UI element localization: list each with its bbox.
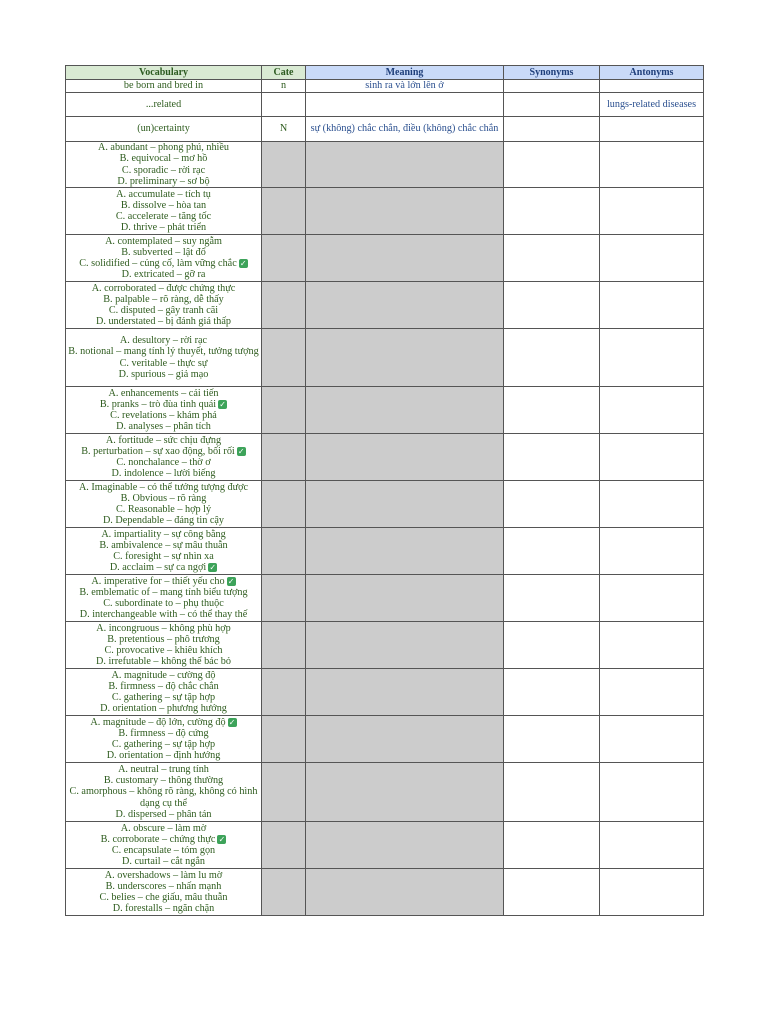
option-line bbox=[67, 247, 260, 258]
meaning-cell bbox=[306, 528, 504, 575]
antonyms-cell bbox=[600, 117, 704, 142]
question-row bbox=[66, 716, 704, 763]
cate-cell bbox=[262, 716, 306, 763]
cate-cell bbox=[262, 93, 306, 117]
option-text: D. curtail – cắt ngắn bbox=[122, 856, 205, 868]
option-line bbox=[67, 598, 260, 609]
option-text: D. analyses – phân tích bbox=[116, 421, 211, 433]
question-row bbox=[66, 481, 704, 528]
question-row bbox=[66, 188, 704, 235]
option-line bbox=[67, 346, 260, 357]
cate-cell bbox=[262, 282, 306, 329]
synonyms-cell bbox=[504, 763, 600, 822]
cate-cell bbox=[262, 434, 306, 481]
option-line bbox=[67, 809, 260, 820]
option-line bbox=[67, 446, 260, 457]
options-cell bbox=[66, 142, 262, 188]
cate-cell bbox=[262, 142, 306, 188]
option-text: A. desultory – rời rạc bbox=[119, 335, 208, 347]
antonyms-cell bbox=[600, 80, 704, 93]
synonyms-cell bbox=[504, 93, 600, 117]
option-line bbox=[67, 236, 260, 247]
synonyms-cell bbox=[504, 622, 600, 669]
option-line bbox=[67, 258, 260, 269]
options-cell bbox=[66, 622, 262, 669]
antonyms-cell: lungs-related diseases bbox=[600, 93, 704, 117]
antonyms-cell bbox=[600, 387, 704, 434]
options-cell bbox=[66, 235, 262, 282]
option-line bbox=[67, 540, 260, 551]
option-text: C. subordinate to – phụ thuộc bbox=[103, 598, 224, 609]
option-text: A. accumulate – tích tụ bbox=[116, 188, 211, 200]
option-line bbox=[67, 834, 260, 845]
option-text: A. overshadows – làm lu mờ bbox=[104, 869, 223, 881]
option-text: B. perturbation – sự xao động, bối rối bbox=[81, 445, 235, 457]
question-row bbox=[66, 763, 704, 822]
synonyms-cell bbox=[504, 822, 600, 869]
option-line bbox=[67, 892, 260, 903]
options-cell bbox=[66, 716, 262, 763]
meaning-cell: sự (không) chắc chắn, điều (không) chắc chắn bbox=[306, 117, 504, 142]
cate-cell bbox=[262, 481, 306, 528]
option-text: C. amorphous – không rõ ràng, không có hình dạng cụ thể bbox=[69, 786, 258, 809]
vocab-cell: (un)certainty bbox=[66, 117, 262, 142]
option-text: A. corroborated – được chứng thực bbox=[91, 282, 236, 294]
option-text: C. accelerate – tăng tốc bbox=[115, 211, 212, 222]
antonyms-cell bbox=[600, 669, 704, 716]
check-mark-icon: ✓ bbox=[227, 576, 235, 586]
option-text: C. gathering – sự tập hợp bbox=[111, 739, 216, 750]
meaning-cell bbox=[306, 481, 504, 528]
meaning-cell bbox=[306, 142, 504, 188]
meaning-cell bbox=[306, 869, 504, 916]
option-line bbox=[67, 358, 260, 369]
meaning-cell bbox=[306, 282, 504, 329]
synonyms-cell bbox=[504, 282, 600, 329]
synonyms-cell bbox=[504, 716, 600, 763]
cate-cell bbox=[262, 622, 306, 669]
option-line bbox=[67, 728, 260, 739]
option-line bbox=[67, 903, 260, 914]
check-mark-icon: ✓ bbox=[218, 835, 226, 845]
option-text: B. emblematic of – mang tính biểu tượng bbox=[79, 586, 248, 598]
option-line bbox=[67, 717, 260, 728]
options-cell bbox=[66, 188, 262, 235]
option-line bbox=[67, 750, 260, 761]
options-cell bbox=[66, 822, 262, 869]
option-line bbox=[67, 200, 260, 211]
option-text: A. enhancements – cải tiến bbox=[108, 387, 219, 399]
synonyms-cell bbox=[504, 575, 600, 622]
option-line bbox=[67, 786, 260, 808]
check-mark-icon: ✓ bbox=[209, 563, 217, 573]
option-text: B. dissolve – hòa tan bbox=[120, 199, 207, 211]
option-line bbox=[67, 870, 260, 881]
meaning-cell bbox=[306, 716, 504, 763]
option-text: C. belies – che giấu, mâu thuẫn bbox=[99, 892, 228, 903]
meaning-cell bbox=[306, 434, 504, 481]
options-cell bbox=[66, 387, 262, 434]
option-line bbox=[67, 823, 260, 834]
meaning-cell bbox=[306, 763, 504, 822]
option-text: A. impartiality – sự công bằng bbox=[101, 528, 226, 540]
antonyms-cell bbox=[600, 434, 704, 481]
option-line bbox=[67, 165, 260, 176]
option-line bbox=[67, 468, 260, 479]
antonyms-cell bbox=[600, 575, 704, 622]
cate-cell: N bbox=[262, 117, 306, 142]
cate-cell bbox=[262, 669, 306, 716]
option-line bbox=[67, 410, 260, 421]
option-text: C. Reasonable – hợp lý bbox=[115, 504, 212, 515]
antonyms-cell bbox=[600, 142, 704, 188]
options-cell bbox=[66, 575, 262, 622]
meaning-cell bbox=[306, 822, 504, 869]
option-text: C. solidified – củng cố, làm vững chắc bbox=[79, 258, 237, 269]
cate-cell: n bbox=[262, 80, 306, 93]
question-row bbox=[66, 387, 704, 434]
meaning-cell bbox=[306, 188, 504, 235]
synonyms-cell bbox=[504, 434, 600, 481]
synonyms-cell bbox=[504, 387, 600, 434]
synonyms-cell bbox=[504, 669, 600, 716]
option-text: A. incongruous – không phù hợp bbox=[96, 622, 231, 634]
synonyms-cell bbox=[504, 329, 600, 387]
option-line bbox=[67, 283, 260, 294]
meaning-cell bbox=[306, 235, 504, 282]
option-text: D. understated – bị đánh giá thấp bbox=[96, 316, 231, 328]
option-text: C. veritable – thực sự bbox=[119, 357, 208, 369]
option-line bbox=[67, 881, 260, 892]
synonyms-cell bbox=[504, 142, 600, 188]
option-text: D. irrefutable – không thể bác bỏ bbox=[96, 656, 231, 668]
option-line bbox=[67, 294, 260, 305]
question-row bbox=[66, 669, 704, 716]
header-synonyms: Synonyms bbox=[504, 66, 600, 80]
meaning-cell bbox=[306, 93, 504, 117]
question-row bbox=[66, 235, 704, 282]
option-line bbox=[67, 845, 260, 856]
option-text: C. sporadic – rời rạc bbox=[121, 164, 206, 176]
meaning-cell bbox=[306, 575, 504, 622]
option-line bbox=[67, 435, 260, 446]
option-line bbox=[67, 222, 260, 233]
option-text: B. firmness – độ chắc chắn bbox=[108, 680, 219, 692]
option-text: C. revelations – khám phá bbox=[110, 410, 217, 421]
option-text: B. ambivalence – sự mâu thuẫn bbox=[99, 539, 228, 551]
option-line bbox=[67, 623, 260, 634]
header-antonyms: Antonyms bbox=[600, 66, 704, 80]
antonyms-cell bbox=[600, 329, 704, 387]
cate-cell bbox=[262, 575, 306, 622]
option-text: D. extricated – gỡ ra bbox=[121, 269, 206, 281]
synonyms-cell bbox=[504, 481, 600, 528]
option-line bbox=[67, 670, 260, 681]
meaning-cell bbox=[306, 669, 504, 716]
option-line bbox=[67, 142, 260, 153]
option-text: C. disputed – gây tranh cãi bbox=[108, 305, 219, 316]
options-cell bbox=[66, 528, 262, 575]
option-text: D. forestalls – ngăn chặn bbox=[112, 903, 215, 915]
option-text: B. firmness – độ cứng bbox=[118, 727, 209, 739]
option-text: B. Obvious – rõ ràng bbox=[120, 492, 207, 504]
meaning-cell: sinh ra và lớn lên ở bbox=[306, 80, 504, 93]
option-line bbox=[67, 529, 260, 540]
cate-cell bbox=[262, 188, 306, 235]
option-text: D. preliminary – sơ bộ bbox=[117, 175, 210, 187]
option-text: A. magnitude – độ lớn, cường độ bbox=[90, 716, 226, 728]
option-text: D. dispersed – phân tán bbox=[115, 808, 212, 820]
option-line bbox=[67, 153, 260, 164]
option-line bbox=[67, 504, 260, 515]
question-row bbox=[66, 575, 704, 622]
option-text: C. provocative – khiêu khích bbox=[104, 645, 223, 656]
option-text: D. indolence – lười biếng bbox=[111, 468, 216, 480]
option-line bbox=[67, 634, 260, 645]
option-text: B. notional – mang tính lý thuyết, tưởng tượng bbox=[68, 346, 259, 358]
option-line bbox=[67, 681, 260, 692]
options-cell bbox=[66, 329, 262, 387]
entry-row bbox=[66, 93, 704, 117]
option-text: A. Imaginable – có thể tưởng tượng được bbox=[78, 481, 249, 493]
options-cell bbox=[66, 481, 262, 528]
option-text: D. thrive – phát triển bbox=[120, 222, 207, 234]
cate-cell bbox=[262, 528, 306, 575]
vocab-cell: ...related bbox=[66, 93, 262, 117]
option-text: A. contemplated – suy ngẫm bbox=[105, 235, 222, 247]
question-row bbox=[66, 622, 704, 669]
option-line bbox=[67, 399, 260, 410]
synonyms-cell bbox=[504, 869, 600, 916]
option-text: A. obscure – làm mờ bbox=[120, 822, 207, 834]
check-mark-icon: ✓ bbox=[219, 400, 226, 410]
option-line bbox=[67, 562, 260, 573]
option-text: B. customary – thông thường bbox=[103, 775, 224, 787]
option-text: B. corroborate – chứng thực bbox=[100, 833, 216, 845]
option-line bbox=[67, 482, 260, 493]
entry-row bbox=[66, 117, 704, 142]
synonyms-cell bbox=[504, 235, 600, 282]
vocabulary-table bbox=[65, 65, 704, 916]
option-line bbox=[67, 656, 260, 667]
option-line bbox=[67, 493, 260, 504]
option-text: C. foresight – sự nhìn xa bbox=[113, 551, 214, 562]
cate-cell bbox=[262, 235, 306, 282]
question-row bbox=[66, 528, 704, 575]
cate-cell bbox=[262, 329, 306, 387]
question-row bbox=[66, 822, 704, 869]
antonyms-cell bbox=[600, 869, 704, 916]
option-text: D. orientation – định hướng bbox=[106, 750, 221, 762]
options-cell bbox=[66, 669, 262, 716]
option-line bbox=[67, 703, 260, 714]
check-mark-icon: ✓ bbox=[237, 447, 245, 457]
option-line bbox=[67, 692, 260, 703]
option-line bbox=[67, 269, 260, 280]
vocab-cell: be born and bred in bbox=[66, 80, 262, 93]
option-line bbox=[67, 856, 260, 867]
synonyms-cell bbox=[504, 188, 600, 235]
option-line bbox=[67, 316, 260, 327]
synonyms-cell bbox=[504, 528, 600, 575]
check-mark-icon: ✓ bbox=[228, 717, 236, 727]
option-text: B. pretentious – phô trương bbox=[107, 633, 220, 645]
option-line bbox=[67, 645, 260, 656]
option-line bbox=[67, 551, 260, 562]
antonyms-cell bbox=[600, 528, 704, 575]
option-text: B. pranks – trò đùa tinh quái bbox=[99, 398, 217, 410]
option-text: D. interchangeable with – có thể thay thế bbox=[79, 609, 248, 621]
antonyms-cell bbox=[600, 622, 704, 669]
option-text: D. acclaim – sự ca ngợi bbox=[109, 562, 207, 574]
option-text: D. Dependable – đáng tin cậy bbox=[102, 515, 225, 527]
synonyms-cell bbox=[504, 80, 600, 93]
cate-cell bbox=[262, 869, 306, 916]
cate-cell bbox=[262, 387, 306, 434]
question-row bbox=[66, 142, 704, 188]
option-line bbox=[67, 457, 260, 468]
cate-cell bbox=[262, 763, 306, 822]
header-meaning: Meaning bbox=[306, 66, 504, 80]
option-text: A. neutral – trung tính bbox=[118, 764, 209, 776]
antonyms-cell bbox=[600, 188, 704, 235]
option-line bbox=[67, 587, 260, 598]
entry-row bbox=[66, 80, 704, 93]
options-cell bbox=[66, 763, 262, 822]
options-cell bbox=[66, 869, 262, 916]
check-mark-icon: ✓ bbox=[239, 259, 247, 269]
option-text: B. palpable – rõ ràng, dễ thấy bbox=[103, 293, 224, 305]
option-line bbox=[67, 211, 260, 222]
option-text: A. abundant – phong phú, nhiều bbox=[97, 142, 229, 154]
option-text: A. fortitude – sức chịu đựng bbox=[105, 434, 222, 446]
option-text: C. encapsulate – tóm gọn bbox=[111, 845, 216, 856]
option-line bbox=[67, 335, 260, 346]
option-line bbox=[67, 176, 260, 187]
option-line bbox=[67, 369, 260, 380]
option-line bbox=[67, 305, 260, 316]
antonyms-cell bbox=[600, 763, 704, 822]
header-cate: Cate bbox=[262, 66, 306, 80]
synonyms-cell bbox=[504, 117, 600, 142]
option-line bbox=[67, 609, 260, 620]
question-row bbox=[66, 282, 704, 329]
cate-cell bbox=[262, 822, 306, 869]
option-text: B. equivocal – mơ hồ bbox=[119, 153, 208, 165]
question-row bbox=[66, 869, 704, 916]
meaning-cell bbox=[306, 329, 504, 387]
option-line bbox=[67, 388, 260, 399]
option-line bbox=[67, 515, 260, 526]
option-line bbox=[67, 739, 260, 750]
question-row bbox=[66, 434, 704, 481]
option-line bbox=[67, 421, 260, 432]
meaning-cell bbox=[306, 622, 504, 669]
header-vocabulary: Vocabulary bbox=[66, 66, 262, 80]
option-line bbox=[67, 775, 260, 786]
option-text: B. underscores – nhấn mạnh bbox=[105, 880, 222, 892]
option-line bbox=[67, 576, 260, 587]
antonyms-cell bbox=[600, 716, 704, 763]
question-row bbox=[66, 329, 704, 387]
header-row bbox=[66, 66, 704, 80]
option-text: D. spurious – giả mạo bbox=[118, 368, 209, 380]
option-text: C. nonchalance – thờ ơ bbox=[116, 457, 211, 468]
antonyms-cell bbox=[600, 282, 704, 329]
option-text: A. magnitude – cường độ bbox=[111, 669, 216, 681]
antonyms-cell bbox=[600, 822, 704, 869]
option-text: A. imperative for – thiết yếu cho bbox=[91, 575, 225, 587]
antonyms-cell bbox=[600, 481, 704, 528]
option-text: C. gathering – sự tập hợp bbox=[111, 692, 216, 703]
option-text: B. subverted – lật đổ bbox=[121, 246, 206, 258]
options-cell bbox=[66, 282, 262, 329]
option-line bbox=[67, 189, 260, 200]
option-text: D. orientation – phương hướng bbox=[100, 703, 227, 715]
meaning-cell bbox=[306, 387, 504, 434]
options-cell bbox=[66, 434, 262, 481]
antonyms-cell bbox=[600, 235, 704, 282]
option-line bbox=[67, 764, 260, 775]
